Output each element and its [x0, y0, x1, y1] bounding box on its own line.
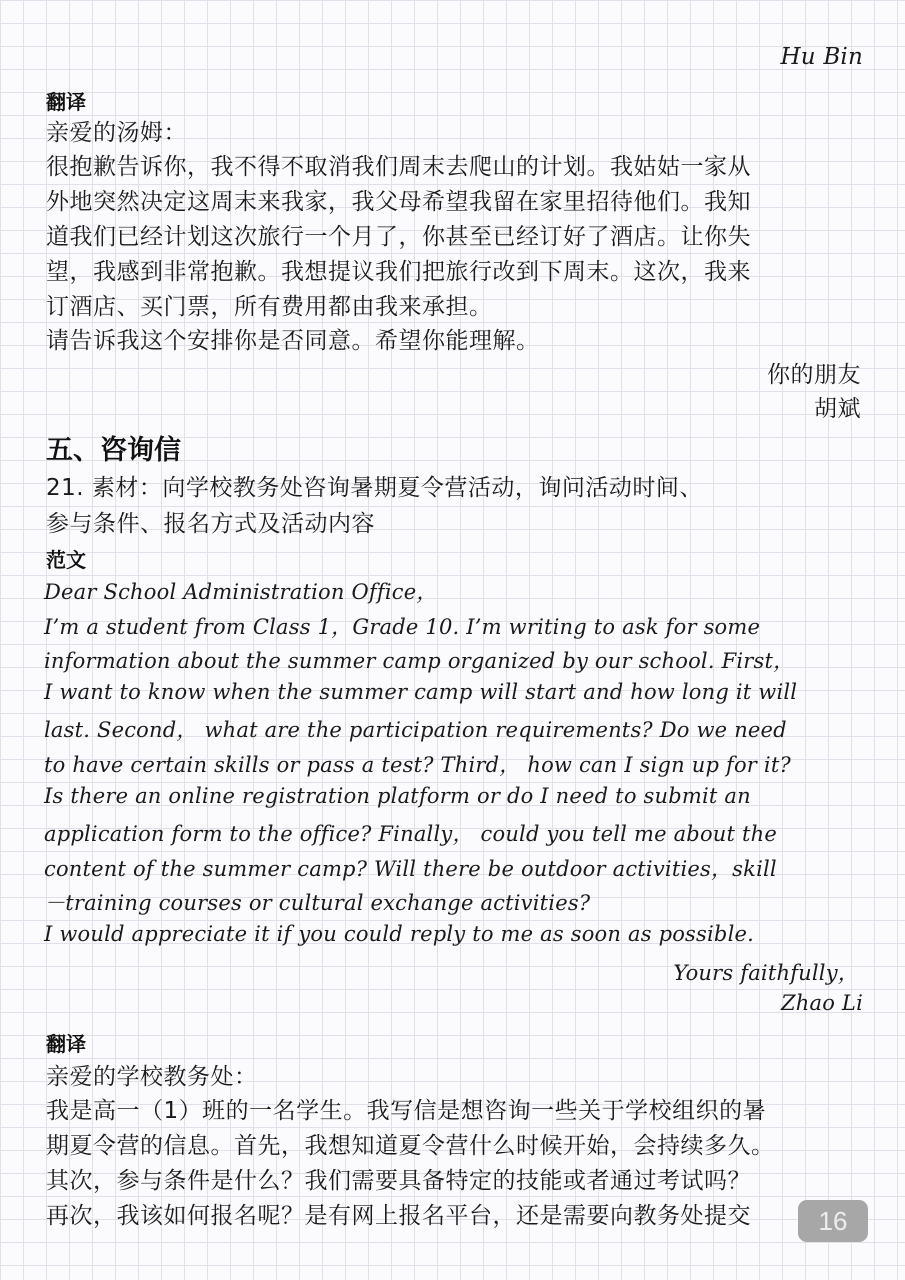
translation2-body-line: 期夏令营的信息。首先，我想知道夏令营什么时候开始，会持续多久。 [46, 1133, 775, 1159]
model-essay-label: 范文 [46, 548, 86, 572]
letter1-closing: 你的朋友 [767, 362, 861, 388]
letter2-body-line: Is there an online registration platform or do I need to submit an [44, 784, 751, 808]
letter2-body-line: to have certain skills or pass a test? Third， how can I sign up for it? [44, 753, 791, 777]
section-heading: 五、咨询信 [46, 435, 181, 466]
letter1-body-line: 很抱歉告诉你，我不得不取消我们周末去爬山的计划。我姑姑一家从 [46, 154, 751, 180]
letter1-body-line: 望，我感到非常抱歉。我想提议我们把旅行改到下周末。这次，我来 [46, 259, 751, 285]
letter2-signature: Zhao Li [780, 991, 863, 1015]
letter2-body-line: information about the summer camp organized by our school. First， [44, 649, 795, 673]
letter2-body-line: last. Second， what are the participation requirements? Do we need [44, 718, 787, 742]
letter2-greeting: Dear School Administration Office， [44, 580, 438, 604]
prompt-line: 参与条件、报名方式及活动内容 [46, 511, 375, 537]
letter2-closing: Yours faithfully， [673, 961, 859, 985]
translation2-label: 翻译 [46, 1032, 86, 1056]
translation2-body-line: 再次，我该如何报名呢？是有网上报名平台，还是需要向教务处提交 [46, 1203, 751, 1229]
translation2-body-line: 我是高一（1）班的一名学生。我写信是想咨询一些关于学校组织的暑 [46, 1098, 767, 1124]
letter1-signature-chinese: 胡斌 [814, 396, 861, 422]
letter2-body-line: content of the summer camp? Will there be outdoor activities，skill [44, 857, 777, 881]
letter1-body-line: 订酒店、买门票，所有费用都由我来承担。 [46, 294, 493, 320]
letter2-body-line: I would appreciate it if you could reply to me as soon as possible. [44, 922, 754, 946]
letter2-body-line: I want to know when the summer camp will start and how long it will [44, 680, 798, 704]
letter2-body-line: I’m a student from Class 1，Grade 10. I’m writing to ask for some [44, 615, 761, 639]
translation2-greeting: 亲爱的学校教务处： [46, 1064, 258, 1090]
page-number-badge: 16 [798, 1200, 868, 1242]
letter1-body-line: 外地突然决定这周末来我家，我父母希望我留在家里招待他们。我知 [46, 189, 751, 215]
translation-label: 翻译 [46, 90, 86, 114]
prompt-line: 21. 素材：向学校教务处咨询暑期夏令营活动，询问活动时间、 [46, 475, 703, 501]
signature-english: Hu Bin [780, 44, 863, 70]
letter1-greeting: 亲爱的汤姆： [46, 120, 187, 146]
letter2-body-line: －training courses or cultural exchange activities? [44, 891, 591, 915]
letter2-body-line: application form to the office? Finally， could you tell me about the [44, 822, 778, 846]
letter1-body-line: 道我们已经计划这次旅行一个月了，你甚至已经订好了酒店。让你失 [46, 224, 751, 250]
translation2-body-line: 其次，参与条件是什么？我们需要具备特定的技能或者通过考试吗？ [46, 1168, 751, 1194]
letter1-body-line: 请告诉我这个安排你是否同意。希望你能理解。 [46, 328, 540, 354]
